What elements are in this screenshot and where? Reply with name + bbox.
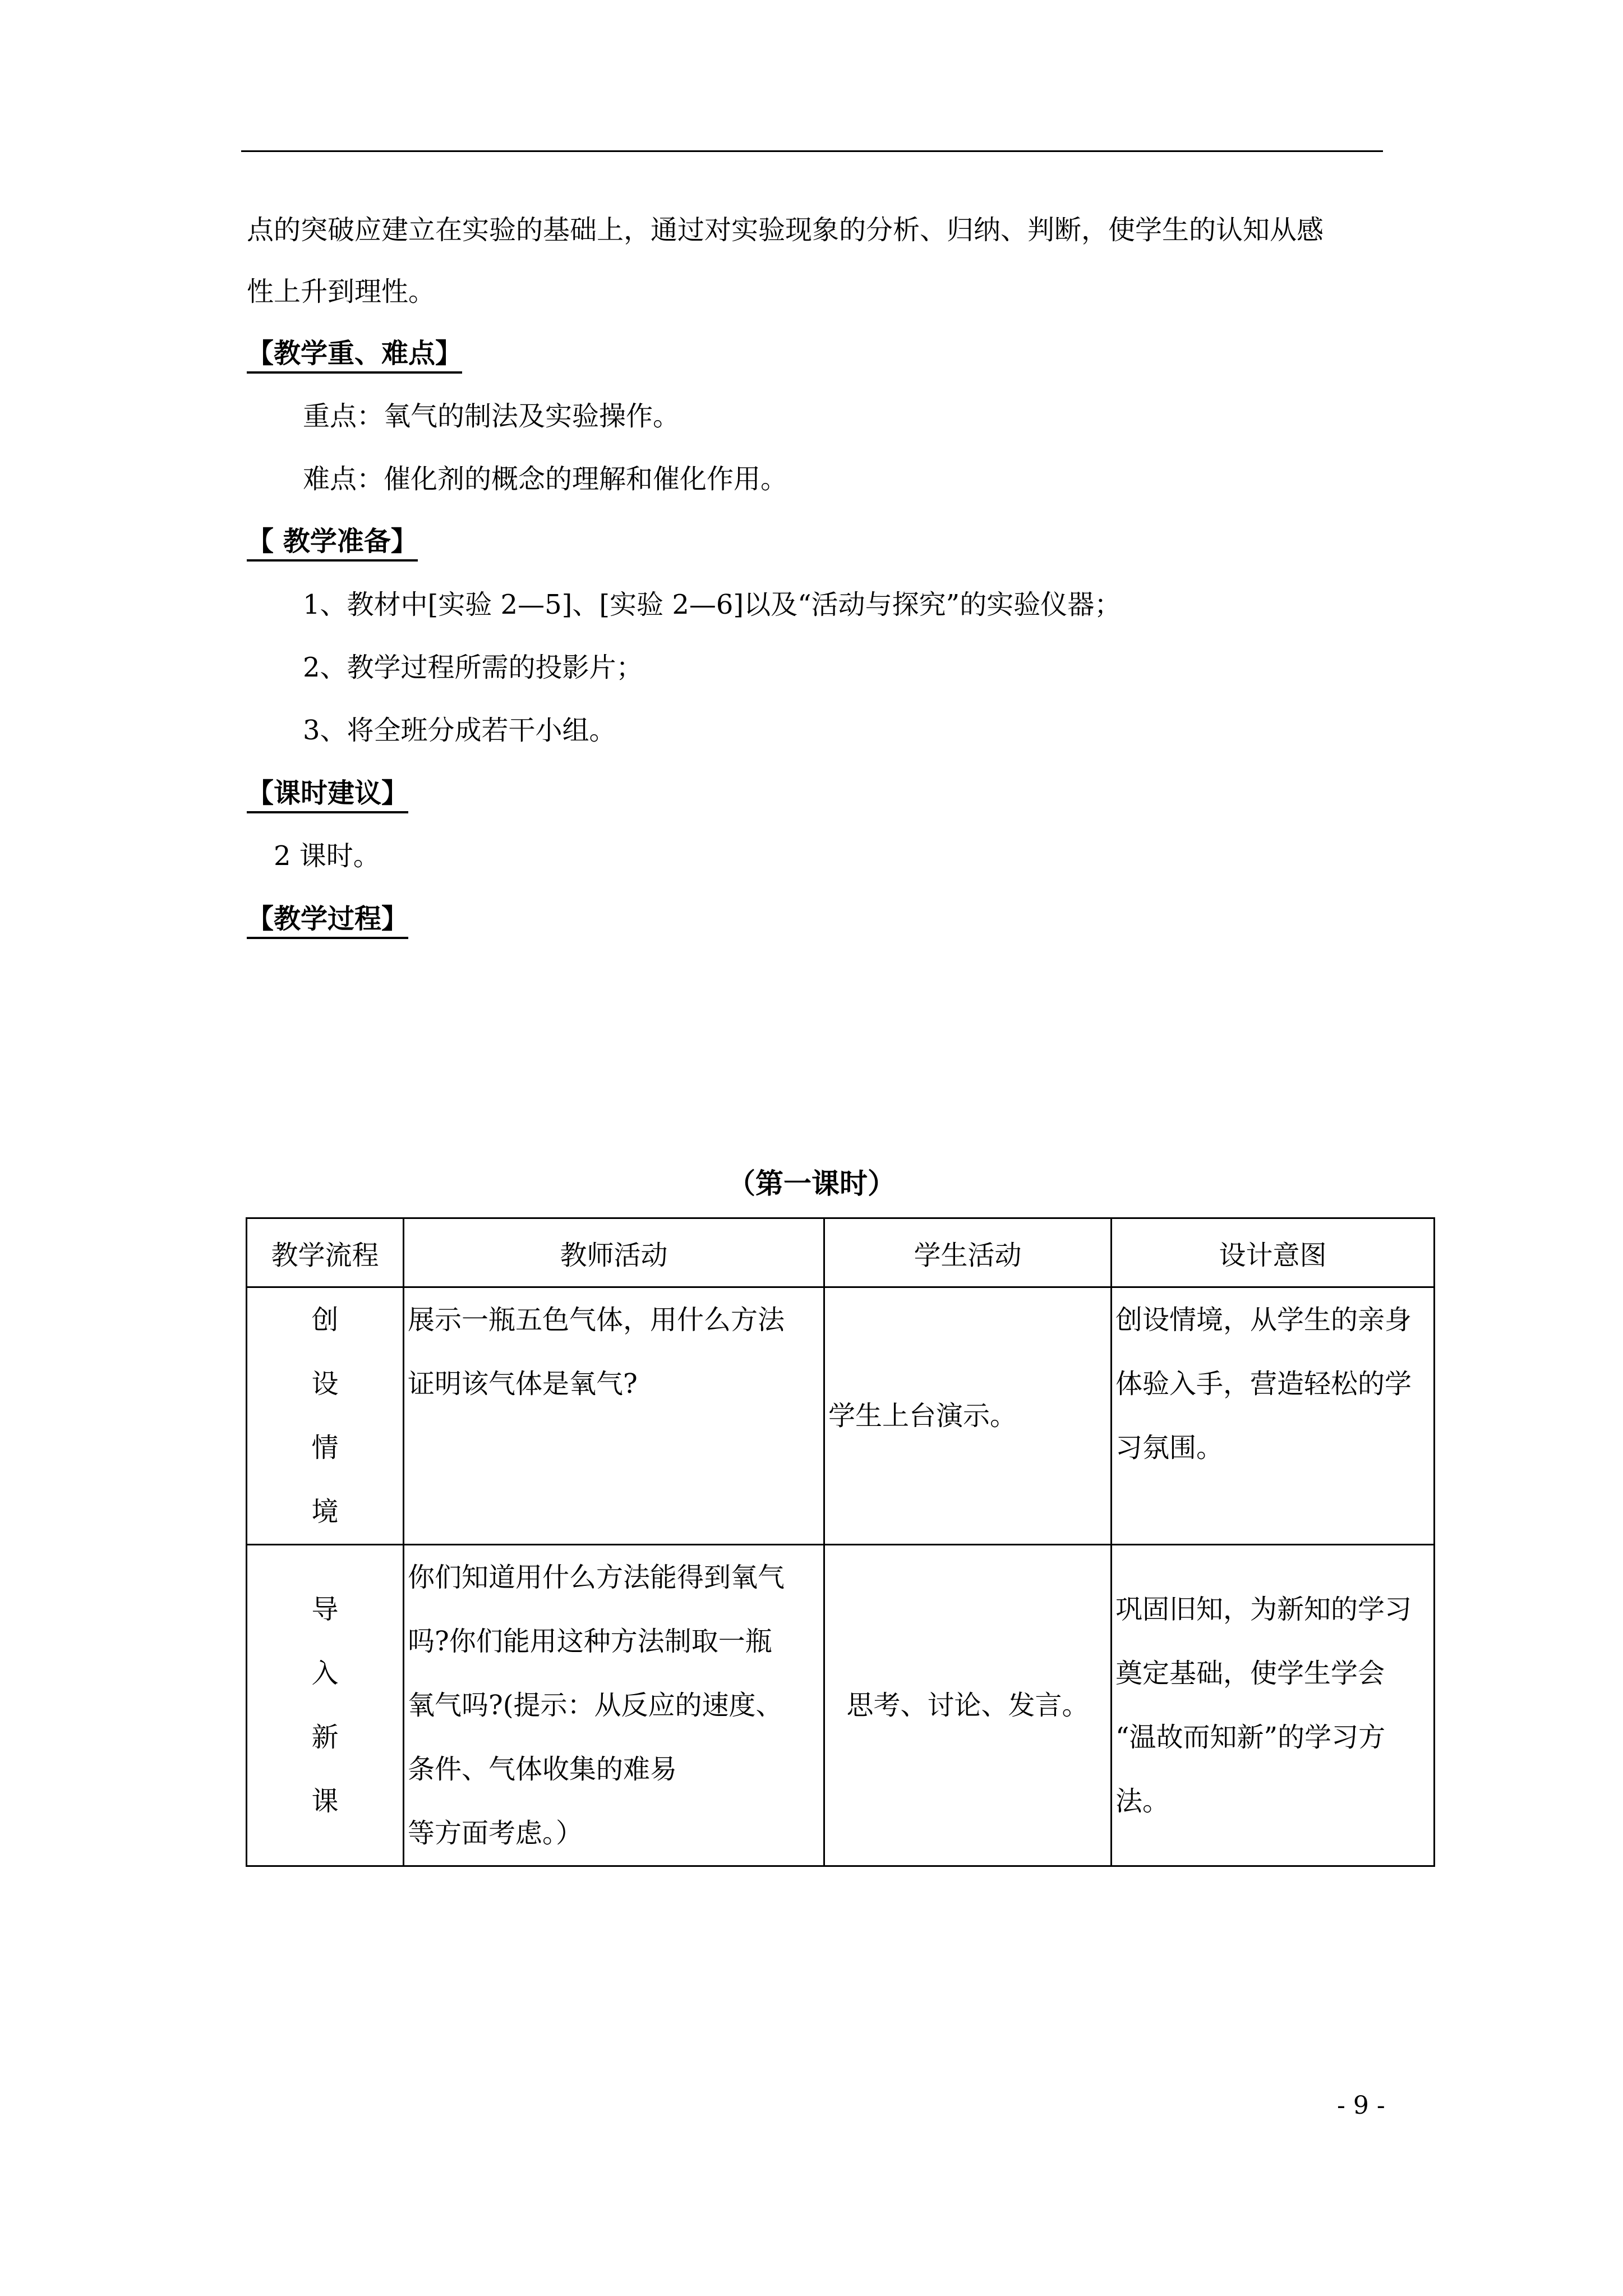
student-text: 思考、讨论、发言。 <box>846 1690 1089 1721</box>
intent-line: 体验入手，营造轻松的学 <box>1115 1368 1412 1400</box>
preparation-item: 3、将全班分成若干小组。 <box>303 715 616 746</box>
stage-char: 情 <box>311 1432 339 1464</box>
intro-line-2: 性上升到理性。 <box>247 276 436 307</box>
student-activity-cell <box>824 1287 1112 1545</box>
heading-schedule: 【课时建议】 <box>247 776 408 813</box>
stage-char: 入 <box>311 1658 339 1689</box>
intro-line-1: 点的突破应建立在实验的基础上，通过对实验现象的分析、归纳、判断，使学生的认知从感 <box>247 214 1324 246</box>
heading-key-points: 【教学重、难点】 <box>247 337 462 374</box>
table-header-row <box>247 1218 1435 1287</box>
key-point-text: 重点：氧气的制法及实验操作。 <box>303 401 680 432</box>
stage-char: 导 <box>311 1594 339 1625</box>
stage-char: 境 <box>311 1496 339 1527</box>
schedule-text: 2 课时。 <box>274 840 380 872</box>
preparation-item: 2、教学过程所需的投影片； <box>303 652 643 683</box>
page-number: - 9 - <box>1337 2091 1385 2120</box>
stage-cell <box>247 1545 404 1866</box>
intent-line: 法。 <box>1115 1786 1170 1817</box>
table-row <box>247 1287 1435 1545</box>
design-intent-cell <box>1112 1545 1435 1866</box>
intent-line: 奠定基础，使学生学会 <box>1115 1658 1385 1689</box>
teacher-line: 等方面考虑。） <box>408 1818 583 1849</box>
column-header: 学生活动 <box>824 1218 1112 1287</box>
heading-process: 【教学过程】 <box>247 902 408 939</box>
preparation-item: 1、教材中[实验 2—5]、[实验 2—6]以及“活动与探究”的实验仪器； <box>303 589 1122 620</box>
student-activity-cell <box>824 1545 1112 1866</box>
column-header: 设计意图 <box>1112 1218 1435 1287</box>
stage-cell <box>247 1287 404 1545</box>
stage-char: 新 <box>311 1722 339 1753</box>
intent-line: 创设情境，从学生的亲身 <box>1115 1304 1412 1336</box>
header-rule <box>241 150 1383 152</box>
intent-line: “温故而知新”的学习方 <box>1115 1722 1386 1753</box>
teacher-line: 证明该气体是氧气? <box>408 1368 638 1400</box>
stage-char: 设 <box>311 1368 339 1400</box>
lesson-flow-table <box>246 1217 1435 1867</box>
intent-line: 巩固旧知，为新知的学习 <box>1115 1594 1412 1625</box>
difficulty-text: 难点：催化剂的概念的理解和催化作用。 <box>303 463 788 495</box>
teacher-line: 你们知道用什么方法能得到氧气 <box>408 1562 785 1593</box>
teacher-activity-cell <box>404 1287 824 1545</box>
teacher-line: 氧气吗?(提示：从反应的速度、 <box>408 1690 783 1721</box>
table-row <box>247 1545 1435 1866</box>
stage-char: 创 <box>311 1304 339 1336</box>
teacher-line: 展示一瓶五色气体，用什么方法 <box>408 1304 785 1336</box>
column-header: 教师活动 <box>404 1218 824 1287</box>
design-intent-cell <box>1112 1287 1435 1545</box>
column-header: 教学流程 <box>247 1218 404 1287</box>
student-text: 学生上台演示。 <box>828 1400 1017 1432</box>
heading-preparation: 【 教学准备】 <box>247 524 418 562</box>
teacher-line: 吗?你们能用这种方法制取一瓶 <box>408 1626 772 1657</box>
teacher-activity-cell <box>404 1545 824 1866</box>
teacher-line: 条件、气体收集的难易 <box>408 1754 677 1785</box>
intent-line: 习氛围。 <box>1115 1432 1224 1464</box>
stage-char: 课 <box>311 1786 339 1817</box>
table-caption: （第一课时） <box>727 1167 896 1200</box>
